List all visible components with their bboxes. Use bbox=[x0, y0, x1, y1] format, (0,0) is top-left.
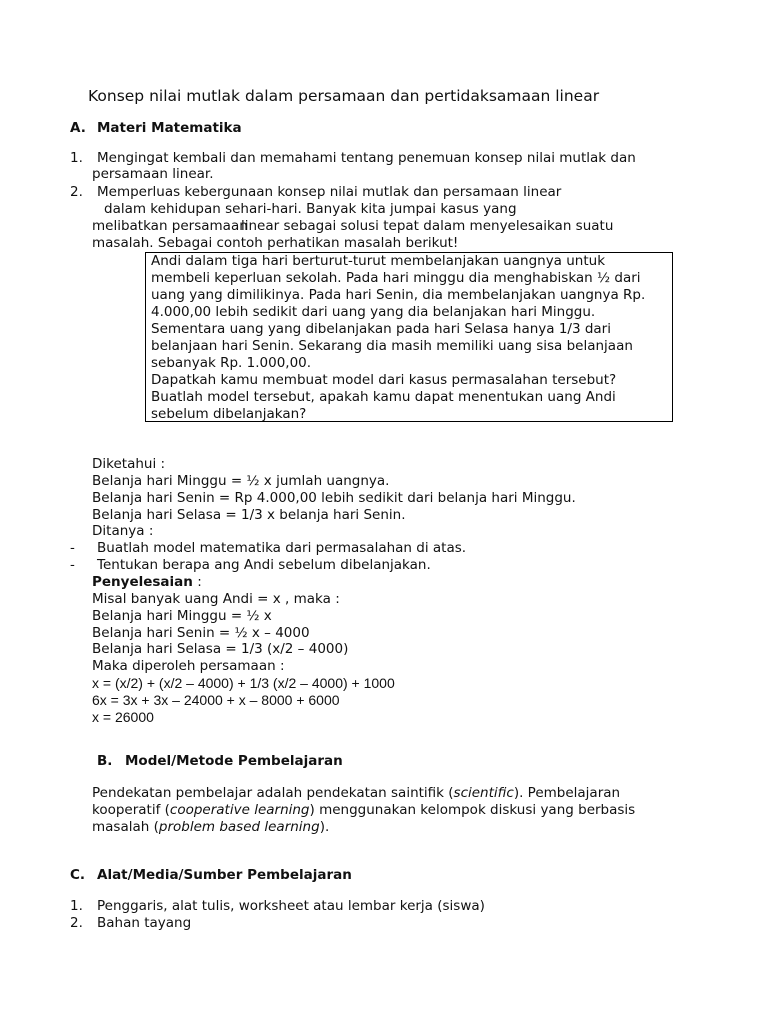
italic-term: problem based learning bbox=[158, 819, 320, 835]
section-b-label: B. bbox=[97, 753, 113, 769]
equation-line: 6x = 3x + 3x – 24000 + x – 8000 + 6000 bbox=[92, 692, 340, 708]
problem-line: uang yang dimilikinya. Pada hari Senin, dia membelanjakan uangnya Rp. bbox=[151, 287, 646, 303]
diketahui-line: Belanja hari Minggu = ½ x jumlah uangnya. bbox=[92, 473, 390, 489]
solution-line: Belanja hari Selasa = 1/3 (x/2 – 4000) bbox=[92, 641, 349, 657]
problem-line: Dapatkah kamu membuat model dari kasus permasalahan tersebut? bbox=[151, 372, 617, 388]
text-run: kooperatif ( bbox=[92, 802, 170, 818]
problem-line: Buatlah model tersebut, apakah kamu dapat menentukan uang Andi bbox=[151, 389, 616, 405]
paragraph-line bbox=[92, 819, 329, 836]
text-run: Pendekatan pembelajar adalah pendekatan saintifik ( bbox=[92, 785, 454, 801]
item-number: 2. bbox=[70, 184, 83, 200]
section-c-label: C. bbox=[70, 867, 86, 883]
item-number: 1. bbox=[70, 150, 83, 166]
text-run: masalah ( bbox=[92, 819, 159, 835]
text-run: ) menggunakan kelompok diskusi yang berbasis bbox=[309, 802, 636, 818]
solution-line: Belanja hari Senin = ½ x – 4000 bbox=[92, 625, 310, 641]
text-run: ). bbox=[319, 819, 330, 835]
list-item-text: dalam kehidupan sehari-hari. Banyak kita jumpai kasus yang bbox=[104, 201, 517, 217]
bullet-dash: - bbox=[70, 540, 75, 556]
diketahui-label: Diketahui : bbox=[92, 456, 166, 472]
section-b-heading: Model/Metode Pembelajaran bbox=[125, 753, 343, 769]
solution-line: Belanja hari Minggu = ½ x bbox=[92, 608, 272, 624]
problem-line: Sementara uang yang dibelanjakan pada hari Selasa hanya 1/3 dari bbox=[151, 321, 611, 337]
penyelesaian-colon: : bbox=[192, 574, 202, 590]
item-number: 2. bbox=[70, 915, 83, 931]
list-item-text: persamaan linear. bbox=[92, 166, 214, 182]
page-title: Konsep nilai mutlak dalam persamaan dan pertidaksamaan linear bbox=[88, 87, 600, 105]
solution-line: Misal banyak uang Andi = x , maka : bbox=[92, 591, 340, 607]
problem-line: sebanyak Rp. 1.000,00. bbox=[151, 355, 312, 371]
paragraph-line bbox=[92, 785, 620, 802]
list-item-text: Mengingat kembali dan memahami tentang penemuan konsep nilai mutlak dan bbox=[97, 150, 636, 166]
problem-line: 4.000,00 lebih sedikit dari uang yang dia belanjakan hari Minggu. bbox=[151, 304, 596, 320]
problem-line: membeli keperluan sekolah. Pada hari minggu dia menghabiskan ½ dari bbox=[151, 270, 641, 286]
diketahui-line: Belanja hari Selasa = 1/3 x belanja hari Senin. bbox=[92, 507, 406, 523]
section-a-heading: Materi Matematika bbox=[97, 120, 242, 136]
list-item-text: Memperluas kebergunaan konsep nilai mutlak dan persamaan linear bbox=[97, 184, 562, 200]
equation-line: x = (x/2) + (x/2 – 4000) + 1/3 (x/2 – 4000) + 1000 bbox=[92, 675, 395, 691]
penyelesaian-heading bbox=[92, 574, 202, 591]
italic-term: scientific bbox=[453, 785, 514, 801]
equation-line: x = 26000 bbox=[92, 709, 154, 725]
problem-line: sebelum dibelanjakan? bbox=[151, 406, 307, 422]
penyelesaian-label: Penyelesaian bbox=[92, 574, 193, 590]
list-item-text: linear sebagai solusi tepat dalam menyelesaikan suatu bbox=[241, 218, 614, 234]
bullet-dash: - bbox=[70, 557, 75, 573]
text-run: ). Pembelajaran bbox=[513, 785, 621, 801]
list-item-text: masalah. Sebagai contoh perhatikan masalah berikut! bbox=[92, 235, 459, 251]
section-c-heading: Alat/Media/Sumber Pembelajaran bbox=[97, 867, 352, 883]
problem-line: Andi dalam tiga hari berturut-turut membelanjakan uangnya untuk bbox=[151, 253, 606, 269]
list-item-text: melibatkan persamaan bbox=[92, 218, 248, 234]
problem-line: belanjaan hari Senin. Sekarang dia masih memiliki uang sisa belanjaan bbox=[151, 338, 633, 354]
ditanya-label: Ditanya : bbox=[92, 523, 154, 539]
ditanya-item: Buatlah model matematika dari permasalahan di atas. bbox=[97, 540, 467, 556]
list-item-text: Bahan tayang bbox=[97, 915, 192, 931]
solution-line: Maka diperoleh persamaan : bbox=[92, 658, 285, 674]
list-item-text: Penggaris, alat tulis, worksheet atau lembar kerja (siswa) bbox=[97, 898, 485, 914]
diketahui-line: Belanja hari Senin = Rp 4.000,00 lebih sedikit dari belanja hari Minggu. bbox=[92, 490, 576, 506]
section-a-label: A. bbox=[70, 120, 86, 136]
paragraph-line bbox=[92, 802, 635, 819]
item-number: 1. bbox=[70, 898, 83, 914]
ditanya-item: Tentukan berapa ang Andi sebelum dibelanjakan. bbox=[97, 557, 431, 573]
italic-term: cooperative learning bbox=[169, 802, 310, 818]
